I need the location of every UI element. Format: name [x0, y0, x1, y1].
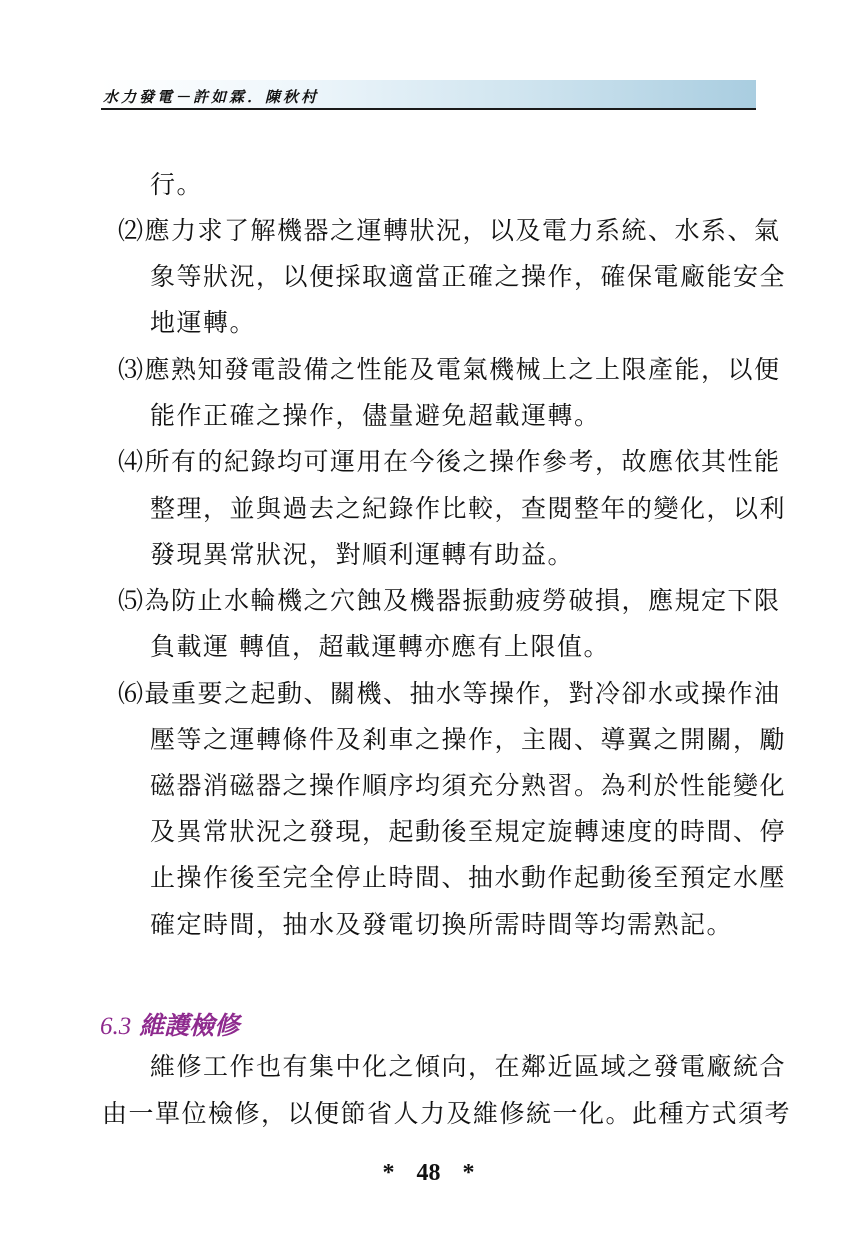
running-header [101, 80, 756, 110]
section-title: 維護檢修 [139, 1013, 240, 1040]
list-item-4-line: 整理，並與過去之紀錄作比較，查閱整年的變化，以利 [150, 494, 787, 523]
list-item-3-line: ⑶應熟知發電設備之性能及電氣機械上之上限產能，以便 [118, 355, 781, 384]
list-item-2-line: 象等狀況，以便採取適當正確之操作，確保電廠能安全 [150, 262, 787, 291]
list-item-6-line: ⑹最重要之起動、關機、抽水等操作，對冷卻水或操作油 [118, 679, 781, 708]
list-item-6-line: 確定時間，抽水及發電切換所需時間等均需熟記。 [150, 910, 734, 939]
list-item-6-line: 及異常狀況之發現，起動後至規定旋轉速度的時間、停 [150, 817, 787, 846]
list-item-4-line: ⑷所有的紀錄均可運用在今後之操作參考，故應依其性能 [118, 447, 781, 476]
list-item-6-line: 磁器消磁器之操作順序均須充分熟習。為利於性能變化 [150, 771, 787, 800]
section-heading [100, 1006, 239, 1042]
header-title: 水力發電－許如霖．陳秋村 [103, 88, 320, 106]
star-icon: * [462, 1160, 475, 1186]
text-line: 行。 [150, 170, 204, 199]
list-item-4-line: 發現異常狀況，對順利運轉有助益。 [150, 540, 575, 569]
list-item-5-line: 負載運 轉值，超載運轉亦應有上限值。 [150, 632, 610, 661]
section-number: 6.3 [100, 1013, 132, 1040]
body-line: 由一單位檢修，以便節省人力及維修統一化。此種方式須考 [102, 1099, 792, 1128]
list-item-5-line: ⑸為防止水輪機之穴蝕及機器振動疲勞破損，應規定下限 [118, 586, 781, 615]
list-item-2-line: ⑵應力求了解機器之運轉狀況，以及電力系統、水系、氣 [118, 216, 781, 245]
list-item-3-line: 能作正確之操作，儘量避免超載運轉。 [150, 401, 601, 430]
list-item-6-line: 止操作後至完全停止時間、抽水動作起動後至預定水壓 [150, 863, 787, 892]
page-number: 48 [416, 1160, 441, 1186]
page-footer [0, 1160, 857, 1187]
list-item-2-line: 地運轉。 [150, 308, 257, 337]
body-line: 維修工作也有集中化之傾向，在鄰近區域之發電廠統合 [150, 1052, 787, 1081]
star-icon: * [382, 1160, 395, 1186]
list-item-6-line: 壓等之運轉條件及剎車之操作，主閥、導翼之開關，勵 [150, 725, 787, 754]
